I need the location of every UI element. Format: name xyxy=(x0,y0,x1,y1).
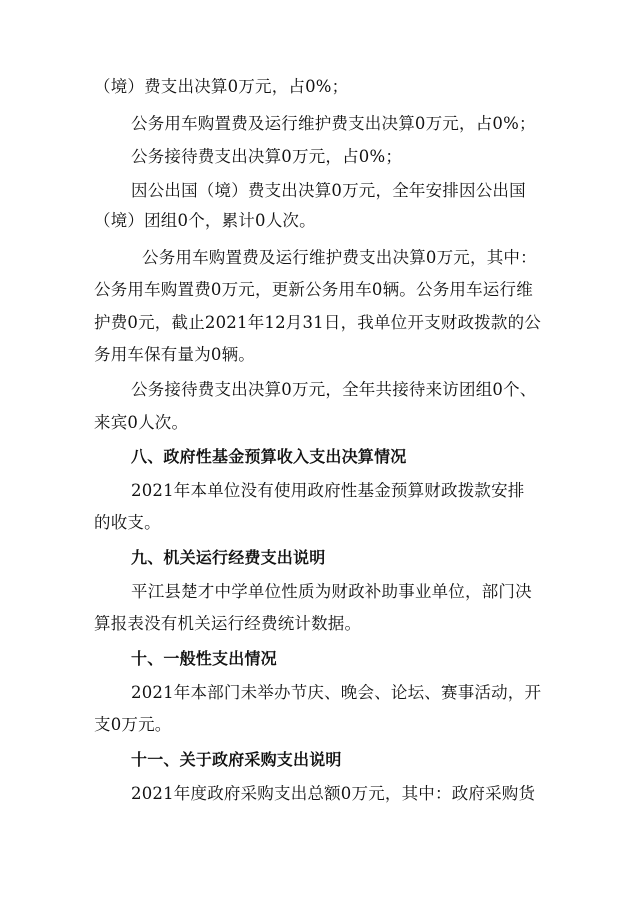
section-heading: 九、机关运行经费支出说明 xyxy=(131,548,326,567)
paragraph-line: 公务接待费支出决算0万元，占0%； xyxy=(131,147,403,166)
paragraph-line: 公务用车购置费0万元，更新公务用车0辆。公务用车运行维 xyxy=(94,280,533,299)
paragraph-line: 公务用车购置费及运行维护费支出决算0万元，其中： xyxy=(142,248,537,267)
paragraph-line: 平江县楚才中学单位性质为财政补助事业单位，部门决 xyxy=(131,582,532,601)
paragraph-line: （境）费支出决算0万元，占0%； xyxy=(94,77,349,96)
paragraph-line: 务用车保有量为0辆。 xyxy=(94,345,255,364)
paragraph-line: 因公出国（境）费支出决算0万元，全年安排因公出国 xyxy=(131,181,526,200)
paragraph-line: 护费0元，截止2021年12月31日，我单位开支财政拨款的公 xyxy=(94,313,541,332)
paragraph-line: 公务接待费支出决算0万元，全年共接待来访团组0个、 xyxy=(131,380,537,399)
paragraph-line: 来宾0人次。 xyxy=(94,413,189,432)
section-heading: 十一、关于政府采购支出说明 xyxy=(131,750,342,769)
paragraph-line: 2021年本单位没有使用政府性基金预算财政拨款安排 xyxy=(131,481,525,500)
section-heading: 十、一般性支出情况 xyxy=(131,649,277,668)
paragraph-line: 算报表没有机关运行经费统计数据。 xyxy=(94,614,362,633)
section-heading: 八、政府性基金预算收入支出决算情况 xyxy=(131,447,407,466)
paragraph-line: （境）团组0个，累计0人次。 xyxy=(94,211,316,230)
paragraph-line: 支0万元。 xyxy=(94,715,172,734)
paragraph-line: 2021年度政府采购支出总额0万元，其中：政府采购货 xyxy=(131,784,536,803)
paragraph-line: 公务用车购置费及运行维护费支出决算0万元，占0%； xyxy=(131,114,536,133)
paragraph-line: 的收支。 xyxy=(94,513,161,532)
paragraph-line: 2021年本部门未举办节庆、晚会、论坛、赛事活动，开 xyxy=(131,683,542,702)
